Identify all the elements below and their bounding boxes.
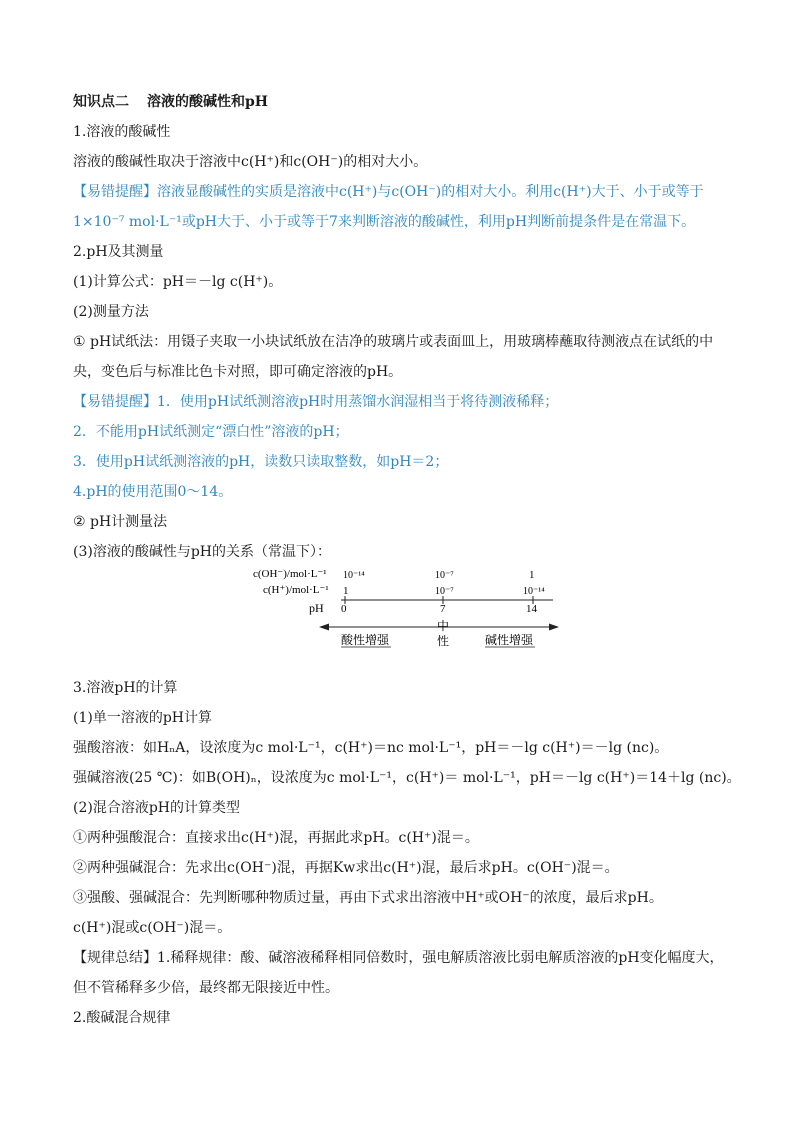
heading-acidity: 1.溶液的酸碱性 bbox=[73, 124, 171, 140]
ph-value-7: 7 bbox=[440, 603, 446, 615]
h-value-0: 1 bbox=[343, 585, 349, 597]
tip-ph-2: 2．不能用pH试纸测定“漂白性”溶液的pH； bbox=[73, 424, 349, 440]
strong-acid-line: 强酸溶液：如HₙA，设浓度为c mol·L⁻¹，c(H⁺)＝nc mol·L⁻¹，pH＝－lg c(H⁺)＝－lg (nc)。 bbox=[73, 740, 669, 756]
left-arrow-head bbox=[319, 624, 329, 631]
mix-acids: ①两种强酸混合：直接求出c(H⁺)混，再据此求pH。c(H⁺)混＝。 bbox=[73, 830, 479, 846]
mix-bases: ②两种强碱混合：先求出c(OH⁻)混，再据Kw求出c(H⁺)混，最后求pH。c(OH⁻)混＝。 bbox=[73, 860, 619, 876]
oh-row-label: c(OH⁻)/mol·L⁻¹ bbox=[253, 568, 327, 580]
ph-row-label: pH bbox=[309, 601, 324, 615]
h-row-label: c(H⁺)/mol·L⁻¹ bbox=[263, 584, 329, 596]
neutral-label-2: 性 bbox=[437, 634, 450, 648]
strong-base-line: 强碱溶液(25 ℃)：如B(OH)ₙ，设浓度为c mol·L⁻¹，c(H⁺)＝ mol·L⁻¹，pH＝－lg c(H⁺)＝14＋lg (nc)。 bbox=[73, 770, 741, 786]
ph-scale-diagram bbox=[253, 566, 568, 650]
tip-ph-1: 【易错提醒】1．使用pH试纸测溶液pH时用蒸馏水润湿相当于将待测液稀释； bbox=[73, 394, 559, 410]
summary-line2: 但不管稀释多少倍，最终都无限接近中性。 bbox=[73, 980, 339, 996]
mix-acid-base-formula: c(H⁺)混或c(OH⁻)混＝。 bbox=[73, 920, 232, 936]
base-increase-label: 碱性增强 bbox=[485, 633, 534, 647]
document-page bbox=[73, 92, 741, 1038]
h-value-14: 10⁻¹⁴ bbox=[523, 586, 545, 597]
right-arrow-head bbox=[549, 624, 559, 631]
mix-acid-base: ③强酸、强碱混合：先判断哪种物质过量，再由下式求出溶液中H⁺或OH⁻的浓度，最后求pH。 bbox=[73, 890, 663, 906]
summary-line1: 【规律总结】1.稀释规律：酸、碱溶液稀释相同倍数时，强电解质溶液比弱电解质溶液的pH变化幅度大， bbox=[73, 950, 724, 966]
summary-line3: 2.酸碱混合规律 bbox=[73, 1010, 171, 1026]
tip-ph-4: 4.pH的使用范围0～14。 bbox=[73, 484, 233, 500]
section-title bbox=[73, 92, 733, 122]
heading-single-solution: (1)单一溶液的pH计算 bbox=[73, 710, 213, 726]
ph-meter: ② pH计测量法 bbox=[73, 514, 168, 530]
section-topic: 溶液的酸碱性和pH bbox=[147, 94, 269, 110]
oh-value-14: 1 bbox=[529, 569, 535, 581]
paragraph-acidity: 溶液的酸碱性取决于溶液中c(H⁺)和c(OH⁻)的相对大小。 bbox=[73, 154, 428, 170]
relation-heading: (3)溶液的酸碱性与pH的关系（常温下）： bbox=[73, 544, 332, 560]
heading-method: (2)测量方法 bbox=[73, 304, 149, 320]
tip-acidity-line1: 【易错提醒】溶液显酸碱性的实质是溶液中c(H⁺)与c(OH⁻)的相对大小。利用c(H⁺)大于、小于或等于 bbox=[73, 184, 704, 200]
h-value-7: 10⁻⁷ bbox=[435, 586, 454, 597]
heading-ph-measure: 2.pH及其测量 bbox=[73, 244, 164, 260]
heading-mixed: (2)混合溶液pH的计算类型 bbox=[73, 800, 241, 816]
acid-increase-label: 酸性增强 bbox=[341, 633, 390, 647]
ph-value-14: 14 bbox=[526, 603, 537, 615]
oh-value-0: 10⁻¹⁴ bbox=[343, 570, 365, 581]
ph-paper-line1: ① pH试纸法：用镊子夹取一小块试纸放在洁净的玻璃片或表面皿上，用玻璃棒蘸取待测液点在试纸的中 bbox=[73, 334, 714, 350]
neutral-label-1: 中 bbox=[437, 619, 450, 633]
ph-formula: (1)计算公式：pH＝－lg c(H⁺)。 bbox=[73, 274, 283, 290]
ph-value-0: 0 bbox=[341, 603, 347, 615]
heading-ph-calc: 3.溶液pH的计算 bbox=[73, 680, 178, 696]
ph-paper-line2: 央，变色后与标准比色卡对照，即可确定溶液的pH。 bbox=[73, 364, 403, 380]
tip-acidity-line2: 1×10⁻⁷ mol·L⁻¹或pH大于、小于或等于7来判断溶液的酸碱性，利用pH判断前提条件是在常温下。 bbox=[73, 214, 696, 230]
section-number: 知识点二 bbox=[73, 94, 129, 110]
tip-ph-3: 3．使用pH试纸测溶液的pH，读数只读取整数，如pH＝2； bbox=[73, 454, 449, 470]
oh-value-7: 10⁻⁷ bbox=[435, 570, 454, 581]
